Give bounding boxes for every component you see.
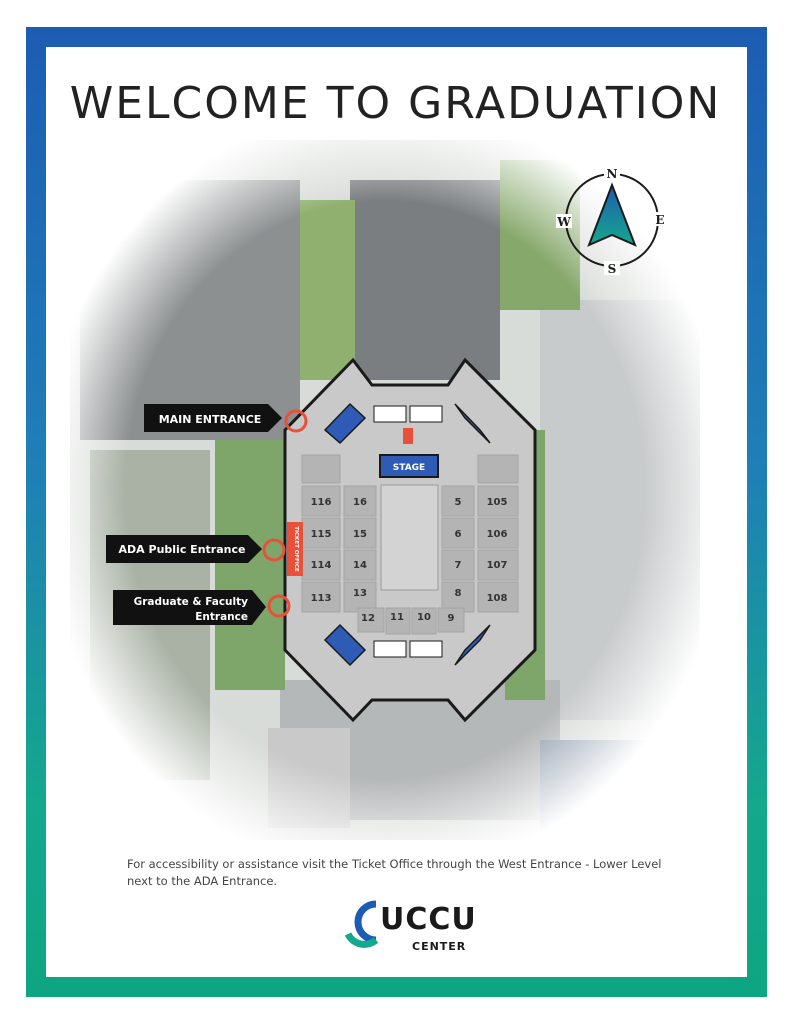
page-title: WELCOME TO GRADUATION <box>69 78 722 129</box>
section-label: 107 <box>486 560 508 571</box>
uccu-logo-icon <box>348 904 376 944</box>
compass-west: W <box>557 215 571 229</box>
section-label: 16 <box>353 497 367 508</box>
restroom-icon <box>374 641 406 657</box>
compass-east: E <box>655 213 665 227</box>
graduate-entrance-label-line1: Graduate & Faculty <box>133 596 248 608</box>
section-label: 8 <box>454 588 462 599</box>
section-label: 105 <box>486 497 508 508</box>
section-label: 5 <box>454 497 462 508</box>
section-label: 106 <box>486 529 508 540</box>
section-label: 15 <box>353 529 367 540</box>
accessibility-note: For accessibility or assistance visit the Ticket Office through the West Entrance - Lower Level next to the ADA Entrance. <box>127 857 662 888</box>
section-label: 13 <box>353 588 367 599</box>
section-label: 116 <box>310 497 332 508</box>
logo-subtext: CENTER <box>412 940 467 953</box>
section-label: 115 <box>310 529 332 540</box>
arena-floor <box>381 485 438 590</box>
ada-entrance-label: ADA Public Entrance <box>118 543 246 556</box>
section-label: 7 <box>454 560 462 571</box>
section-label: 113 <box>310 593 332 604</box>
section-label: 108 <box>486 593 508 604</box>
main-entrance-label: MAIN ENTRANCE <box>158 413 262 426</box>
flag-icon <box>403 428 413 444</box>
ticket-office-label: TICKET OFFICE <box>293 526 299 572</box>
restroom-icon <box>410 406 442 422</box>
section-label: 12 <box>361 613 375 624</box>
compass-south: S <box>607 262 617 276</box>
restroom-icon <box>410 641 442 657</box>
restroom-icon <box>374 406 406 422</box>
section-label: 6 <box>454 529 462 540</box>
section-label: 11 <box>390 612 404 623</box>
section-label: 10 <box>417 612 431 623</box>
compass-north: N <box>606 167 618 181</box>
arena <box>285 360 535 720</box>
graduate-entrance-label-line2: Entrance <box>195 611 248 623</box>
section-label: 114 <box>310 560 332 571</box>
section-label: 9 <box>447 613 455 624</box>
stage-label: STAGE <box>392 463 426 473</box>
logo-text: UCCU <box>380 902 477 937</box>
section-label: 14 <box>353 560 367 571</box>
